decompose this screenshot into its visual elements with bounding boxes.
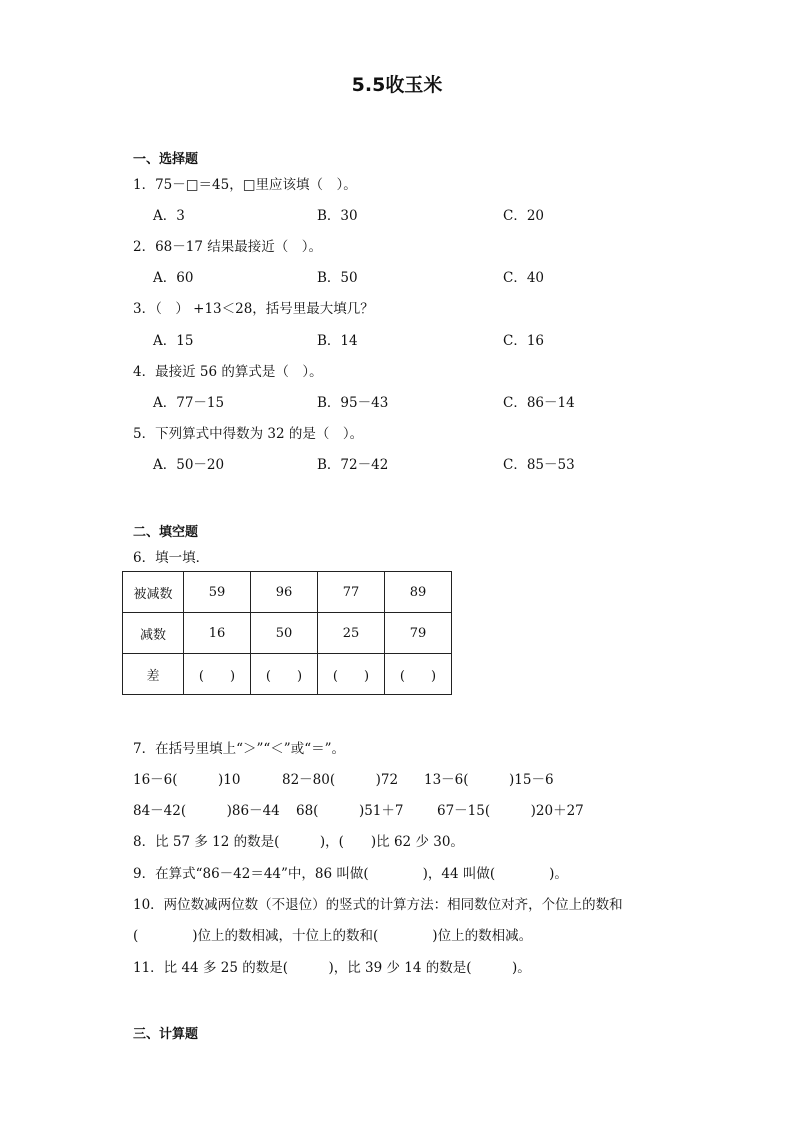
q2-option-b: B．50: [317, 270, 358, 286]
q1-option-b: B．30: [317, 208, 358, 224]
subtraction-table: [122, 571, 452, 695]
table-cell: 50: [251, 613, 318, 654]
question-10: 10．两位数减两位数（不退位）的竖式的计算方法：相同数位对齐，个位上的数和: [133, 897, 623, 913]
table-row-label: 差: [123, 654, 184, 695]
q4-option-b: B．95－43: [317, 395, 389, 411]
question-6: 6．填一填．: [133, 550, 210, 566]
q7-item: 67－15( )20＋27: [437, 803, 584, 819]
table-row: [123, 654, 452, 695]
page-title: 5.5收玉米: [351, 74, 443, 96]
section-heading-fill: 二、填空题: [133, 525, 199, 540]
question-11: 11．比 44 多 25 的数是( )，比 39 少 14 的数是( )。: [133, 960, 531, 976]
table-row: [123, 572, 452, 613]
answer-blank: ( ): [184, 654, 251, 695]
q3-option-b: B．14: [317, 333, 358, 349]
q4-option-c: C．86－14: [503, 395, 575, 411]
table-cell: 89: [385, 572, 452, 613]
q7-item: 68( )51＋7: [296, 803, 404, 819]
question-5: 5．下列算式中得数为 32 的是（ ）。: [133, 426, 364, 442]
q7-item: 16－6( )10: [133, 772, 241, 788]
section-heading-calc: 三、计算题: [133, 1027, 199, 1042]
section-heading-choice: 一、选择题: [133, 152, 199, 167]
table-cell: 25: [318, 613, 385, 654]
q3-option-c: C．16: [503, 333, 545, 349]
q3-option-a: A．15: [153, 333, 194, 349]
table-row-label: 被减数: [123, 572, 184, 613]
table-cell: 59: [184, 572, 251, 613]
question-2: 2．68－17 结果最接近（ ）。: [133, 239, 322, 255]
q7-item: 82－80( )72: [282, 772, 399, 788]
table-cell: 79: [385, 613, 452, 654]
question-9: 9．在算式“86－42＝44”中，86 叫做( )，44 叫做( )。: [133, 866, 568, 882]
table-row-label: 减数: [123, 613, 184, 654]
question-4: 4．最接近 56 的算式是（ ）。: [133, 364, 323, 380]
q2-option-a: A．60: [153, 270, 194, 286]
question-3: 3．（ ） +13＜28，括号里最大填几？: [133, 301, 374, 317]
q1-option-a: A．3: [153, 208, 185, 224]
question-8: 8．比 57 多 12 的数是( )，( )比 62 少 30。: [133, 834, 464, 850]
answer-blank: ( ): [385, 654, 452, 695]
q4-option-a: A．77－15: [153, 395, 225, 411]
q7-item: 84－42( )86－44: [133, 803, 280, 819]
table-cell: 16: [184, 613, 251, 654]
table-cell: 77: [318, 572, 385, 613]
q5-option-c: C．85－53: [503, 457, 575, 473]
q5-option-b: B．72－42: [317, 457, 389, 473]
answer-blank: ( ): [318, 654, 385, 695]
question-7: 7．在括号里填上“＞”“＜”或“＝”。: [133, 741, 345, 757]
q7-item: 13－6( )15－6: [424, 772, 554, 788]
table-row: [123, 613, 452, 654]
question-1: 1．75－□＝45，□里应该填（ ）。: [133, 177, 357, 193]
answer-blank: ( ): [251, 654, 318, 695]
question-10-cont: ( )位上的数相减，十位上的数和( )位上的数相减。: [133, 928, 533, 944]
q1-option-c: C．20: [503, 208, 545, 224]
table-cell: 96: [251, 572, 318, 613]
q2-option-c: C．40: [503, 270, 545, 286]
q5-option-a: A．50－20: [153, 457, 225, 473]
